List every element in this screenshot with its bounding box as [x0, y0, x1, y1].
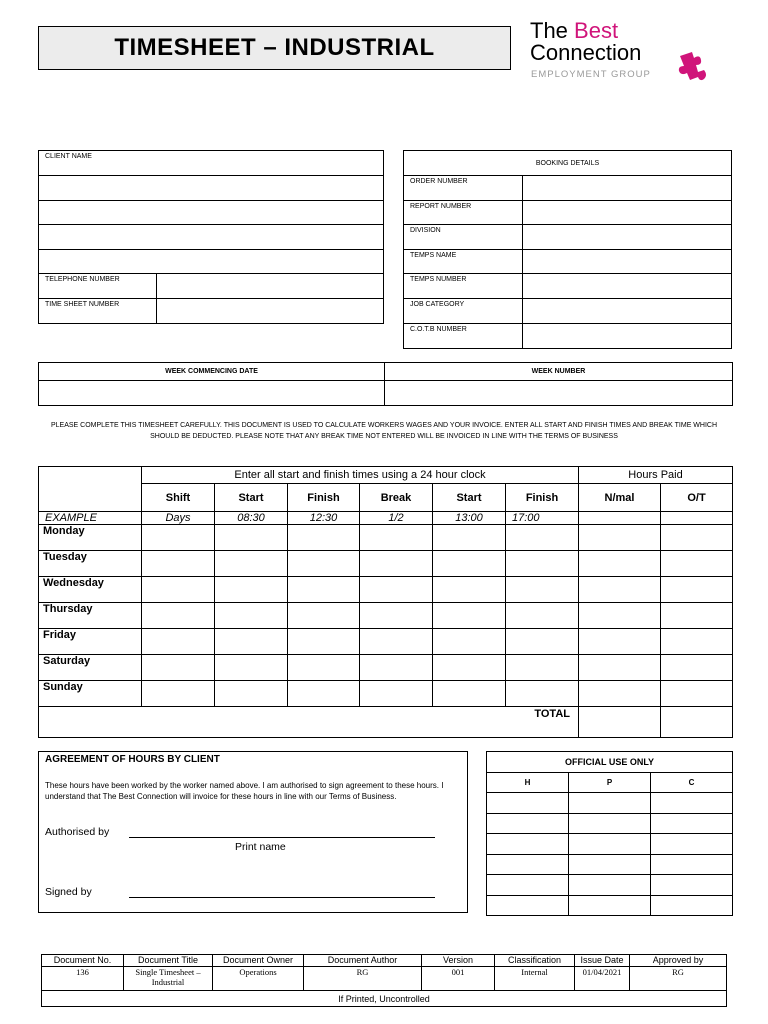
- example-break: 1/2: [360, 512, 433, 525]
- example-start-2: 13:00: [433, 512, 506, 525]
- document-control-table: [41, 954, 727, 1007]
- example-finish: 12:30: [288, 512, 360, 525]
- agreement-box: [38, 751, 468, 913]
- cell[interactable]: [142, 655, 215, 681]
- example-normal: [579, 512, 661, 525]
- cell[interactable]: [433, 551, 506, 577]
- cell[interactable]: [433, 577, 506, 603]
- cell[interactable]: [487, 854, 569, 875]
- cell[interactable]: [288, 629, 360, 655]
- cell[interactable]: [142, 577, 215, 603]
- logo-line-1: The Best: [530, 18, 619, 43]
- cell[interactable]: [288, 655, 360, 681]
- doc-no-header: Document No.: [42, 955, 124, 967]
- uncontrolled-note: If Printed, Uncontrolled: [42, 991, 727, 1007]
- cell[interactable]: [360, 603, 433, 629]
- page-title: TIMESHEET – INDUSTRIAL: [114, 34, 435, 61]
- cell[interactable]: [487, 875, 569, 896]
- cell[interactable]: [579, 681, 661, 707]
- cell[interactable]: [215, 629, 288, 655]
- cell[interactable]: [569, 875, 651, 896]
- cell[interactable]: [506, 629, 579, 655]
- temps-name-field[interactable]: [523, 250, 732, 274]
- cell[interactable]: [360, 681, 433, 707]
- cell[interactable]: [506, 655, 579, 681]
- example-overtime: [661, 512, 733, 525]
- week-commencing-label: WEEK COMMENCING DATE: [39, 363, 385, 381]
- official-use-table: [486, 751, 733, 916]
- cell[interactable]: [579, 551, 661, 577]
- col-start-2: Start: [433, 484, 506, 512]
- cell[interactable]: [651, 834, 733, 855]
- cell[interactable]: [215, 525, 288, 551]
- division-field[interactable]: [523, 225, 732, 250]
- col-finish: Finish: [288, 484, 360, 512]
- cell[interactable]: [579, 525, 661, 551]
- col-overtime: O/T: [661, 484, 733, 512]
- client-name-label: CLIENT NAME: [39, 151, 384, 176]
- doc-author-header: Document Author: [304, 955, 422, 967]
- cell[interactable]: [142, 603, 215, 629]
- cell[interactable]: [433, 603, 506, 629]
- day-thursday: Thursday: [39, 603, 142, 629]
- cell[interactable]: [288, 577, 360, 603]
- cell[interactable]: [215, 681, 288, 707]
- cell[interactable]: [433, 681, 506, 707]
- cell[interactable]: [579, 603, 661, 629]
- signed-by-line[interactable]: [129, 897, 435, 898]
- total-normal-field[interactable]: [579, 707, 661, 738]
- cell[interactable]: [569, 813, 651, 834]
- total-label: TOTAL: [39, 707, 579, 738]
- cell[interactable]: [433, 655, 506, 681]
- temps-name-label: TEMPS NAME: [404, 250, 523, 274]
- cell[interactable]: [433, 629, 506, 655]
- cell[interactable]: [651, 875, 733, 896]
- timesheet-number-field[interactable]: [157, 299, 384, 324]
- cell[interactable]: [215, 655, 288, 681]
- total-overtime-field[interactable]: [661, 707, 733, 738]
- cell[interactable]: [651, 895, 733, 916]
- client-name-field-2[interactable]: [39, 201, 384, 225]
- cell[interactable]: [142, 525, 215, 551]
- cotb-number-field[interactable]: [523, 324, 732, 349]
- week-number-field[interactable]: [385, 381, 733, 406]
- booking-details-title: BOOKING DETAILS: [404, 151, 732, 176]
- cell[interactable]: [360, 577, 433, 603]
- cell[interactable]: [142, 551, 215, 577]
- telephone-label: TELEPHONE NUMBER: [39, 274, 157, 299]
- approved-by-header: Approved by: [630, 955, 727, 967]
- telephone-field[interactable]: [157, 274, 384, 299]
- approved-by-value: RG: [630, 967, 727, 991]
- client-name-field-4[interactable]: [39, 250, 384, 274]
- day-saturday: Saturday: [39, 655, 142, 681]
- client-details-table: [38, 150, 384, 324]
- example-shift: Days: [142, 512, 215, 525]
- example-start: 08:30: [215, 512, 288, 525]
- cell[interactable]: [506, 681, 579, 707]
- cell[interactable]: [487, 834, 569, 855]
- cell[interactable]: [569, 834, 651, 855]
- cell[interactable]: [142, 681, 215, 707]
- cell[interactable]: [506, 551, 579, 577]
- enter-times-header: Enter all start and finish times using a 24 hour clock: [142, 467, 579, 484]
- day-friday: Friday: [39, 629, 142, 655]
- agreement-text: These hours have been worked by the worker named above. I am authorised to sign agreement to these hours. I understand that The Best Connection will invoice for these hours in line with our Terms of Business.: [45, 781, 444, 801]
- doc-title-header: Document Title: [124, 955, 213, 967]
- cell[interactable]: [661, 629, 733, 655]
- cell[interactable]: [360, 551, 433, 577]
- cell[interactable]: [360, 629, 433, 655]
- corner-cell: [39, 467, 142, 512]
- cell[interactable]: [215, 577, 288, 603]
- cell[interactable]: [651, 793, 733, 814]
- cotb-number-label: C.O.T.B NUMBER: [404, 324, 523, 349]
- client-name-field-3[interactable]: [39, 225, 384, 250]
- week-commencing-field[interactable]: [39, 381, 385, 406]
- doc-no-value: 136: [42, 967, 124, 991]
- signed-by-label: Signed by: [45, 886, 92, 898]
- cell[interactable]: [215, 551, 288, 577]
- cell[interactable]: [579, 655, 661, 681]
- cell[interactable]: [569, 793, 651, 814]
- classification-value: Internal: [495, 967, 575, 991]
- cell[interactable]: [215, 603, 288, 629]
- cell[interactable]: [506, 577, 579, 603]
- booking-details-table: [403, 150, 732, 349]
- cell[interactable]: [506, 603, 579, 629]
- cell[interactable]: [579, 577, 661, 603]
- cell[interactable]: [288, 551, 360, 577]
- cell[interactable]: [506, 525, 579, 551]
- classification-header: Classification: [495, 955, 575, 967]
- cell[interactable]: [661, 551, 733, 577]
- cell[interactable]: [288, 603, 360, 629]
- example-finish-2: 17:00: [506, 512, 579, 525]
- cell[interactable]: [288, 681, 360, 707]
- day-sunday: Sunday: [39, 681, 142, 707]
- doc-author-value: RG: [304, 967, 422, 991]
- cell[interactable]: [360, 525, 433, 551]
- cell[interactable]: [487, 895, 569, 916]
- day-tuesday: Tuesday: [39, 551, 142, 577]
- cell[interactable]: [288, 525, 360, 551]
- company-logo: [528, 18, 728, 98]
- job-category-label: JOB CATEGORY: [404, 299, 523, 324]
- instructions-text: PLEASE COMPLETE THIS TIMESHEET CAREFULLY. THIS DOCUMENT IS USED TO CALCULATE WORKERS WAGES AND YOUR INVOICE. ENTER ALL START AND FINISH TIMES AND BREAK TIME WHICH SHOULD BE DEDUCTED. PLEASE NOTE THAT ANY BREAK TIME NOT ENTERED WILL BE INVOICED IN LINE WITH THE TERMS OF BUSINESS: [50, 422, 718, 440]
- official-col-p: P: [569, 772, 651, 793]
- col-finish-2: Finish: [506, 484, 579, 512]
- cell[interactable]: [661, 681, 733, 707]
- col-shift: Shift: [142, 484, 215, 512]
- cell[interactable]: [433, 525, 506, 551]
- temps-number-field[interactable]: [523, 274, 732, 299]
- authorised-by-label: Authorised by: [45, 826, 110, 838]
- puzzle-icon: [674, 48, 710, 90]
- temps-number-label: TEMPS NUMBER: [404, 274, 523, 299]
- doc-owner-header: Document Owner: [213, 955, 304, 967]
- report-number-field[interactable]: [523, 201, 732, 225]
- cell[interactable]: [661, 577, 733, 603]
- cell[interactable]: [360, 655, 433, 681]
- doc-owner-value: Operations: [213, 967, 304, 991]
- cell[interactable]: [651, 854, 733, 875]
- cell[interactable]: [661, 525, 733, 551]
- times-table: [38, 466, 733, 738]
- title-box: [38, 26, 511, 70]
- cell[interactable]: [569, 854, 651, 875]
- col-normal: N/mal: [579, 484, 661, 512]
- week-number-label: WEEK NUMBER: [385, 363, 733, 381]
- cell[interactable]: [569, 895, 651, 916]
- hours-paid-header: Hours Paid: [579, 467, 733, 484]
- print-name-label: Print name: [235, 841, 286, 853]
- version-value: 001: [422, 967, 495, 991]
- cell[interactable]: [579, 629, 661, 655]
- division-label: DIVISION: [404, 225, 523, 250]
- job-category-field[interactable]: [523, 299, 732, 324]
- cell[interactable]: [142, 629, 215, 655]
- agreement-heading: AGREEMENT OF HOURS BY CLIENT: [45, 754, 220, 765]
- authorised-by-line[interactable]: [129, 837, 435, 838]
- day-monday: Monday: [39, 525, 142, 551]
- cell[interactable]: [661, 655, 733, 681]
- cell[interactable]: [661, 603, 733, 629]
- order-number-label: ORDER NUMBER: [404, 176, 523, 201]
- issue-date-header: Issue Date: [575, 955, 630, 967]
- logo-line-3: EMPLOYMENT GROUP: [531, 69, 651, 80]
- cell[interactable]: [487, 813, 569, 834]
- official-use-title: OFFICIAL USE ONLY: [487, 752, 733, 773]
- logo-line-2: Connection: [530, 40, 642, 65]
- col-start: Start: [215, 484, 288, 512]
- week-table: [38, 362, 733, 406]
- col-break: Break: [360, 484, 433, 512]
- official-col-c: C: [651, 772, 733, 793]
- version-header: Version: [422, 955, 495, 967]
- client-name-field-1[interactable]: [39, 176, 384, 201]
- report-number-label: REPORT NUMBER: [404, 201, 523, 225]
- timesheet-number-label: TIME SHEET NUMBER: [39, 299, 157, 324]
- example-label: EXAMPLE: [39, 512, 142, 525]
- doc-title-value: Single Timesheet – Industrial: [124, 967, 213, 991]
- order-number-field[interactable]: [523, 176, 732, 201]
- day-wednesday: Wednesday: [39, 577, 142, 603]
- issue-date-value: 01/04/2021: [575, 967, 630, 991]
- official-col-h: H: [487, 772, 569, 793]
- cell[interactable]: [487, 793, 569, 814]
- cell[interactable]: [651, 813, 733, 834]
